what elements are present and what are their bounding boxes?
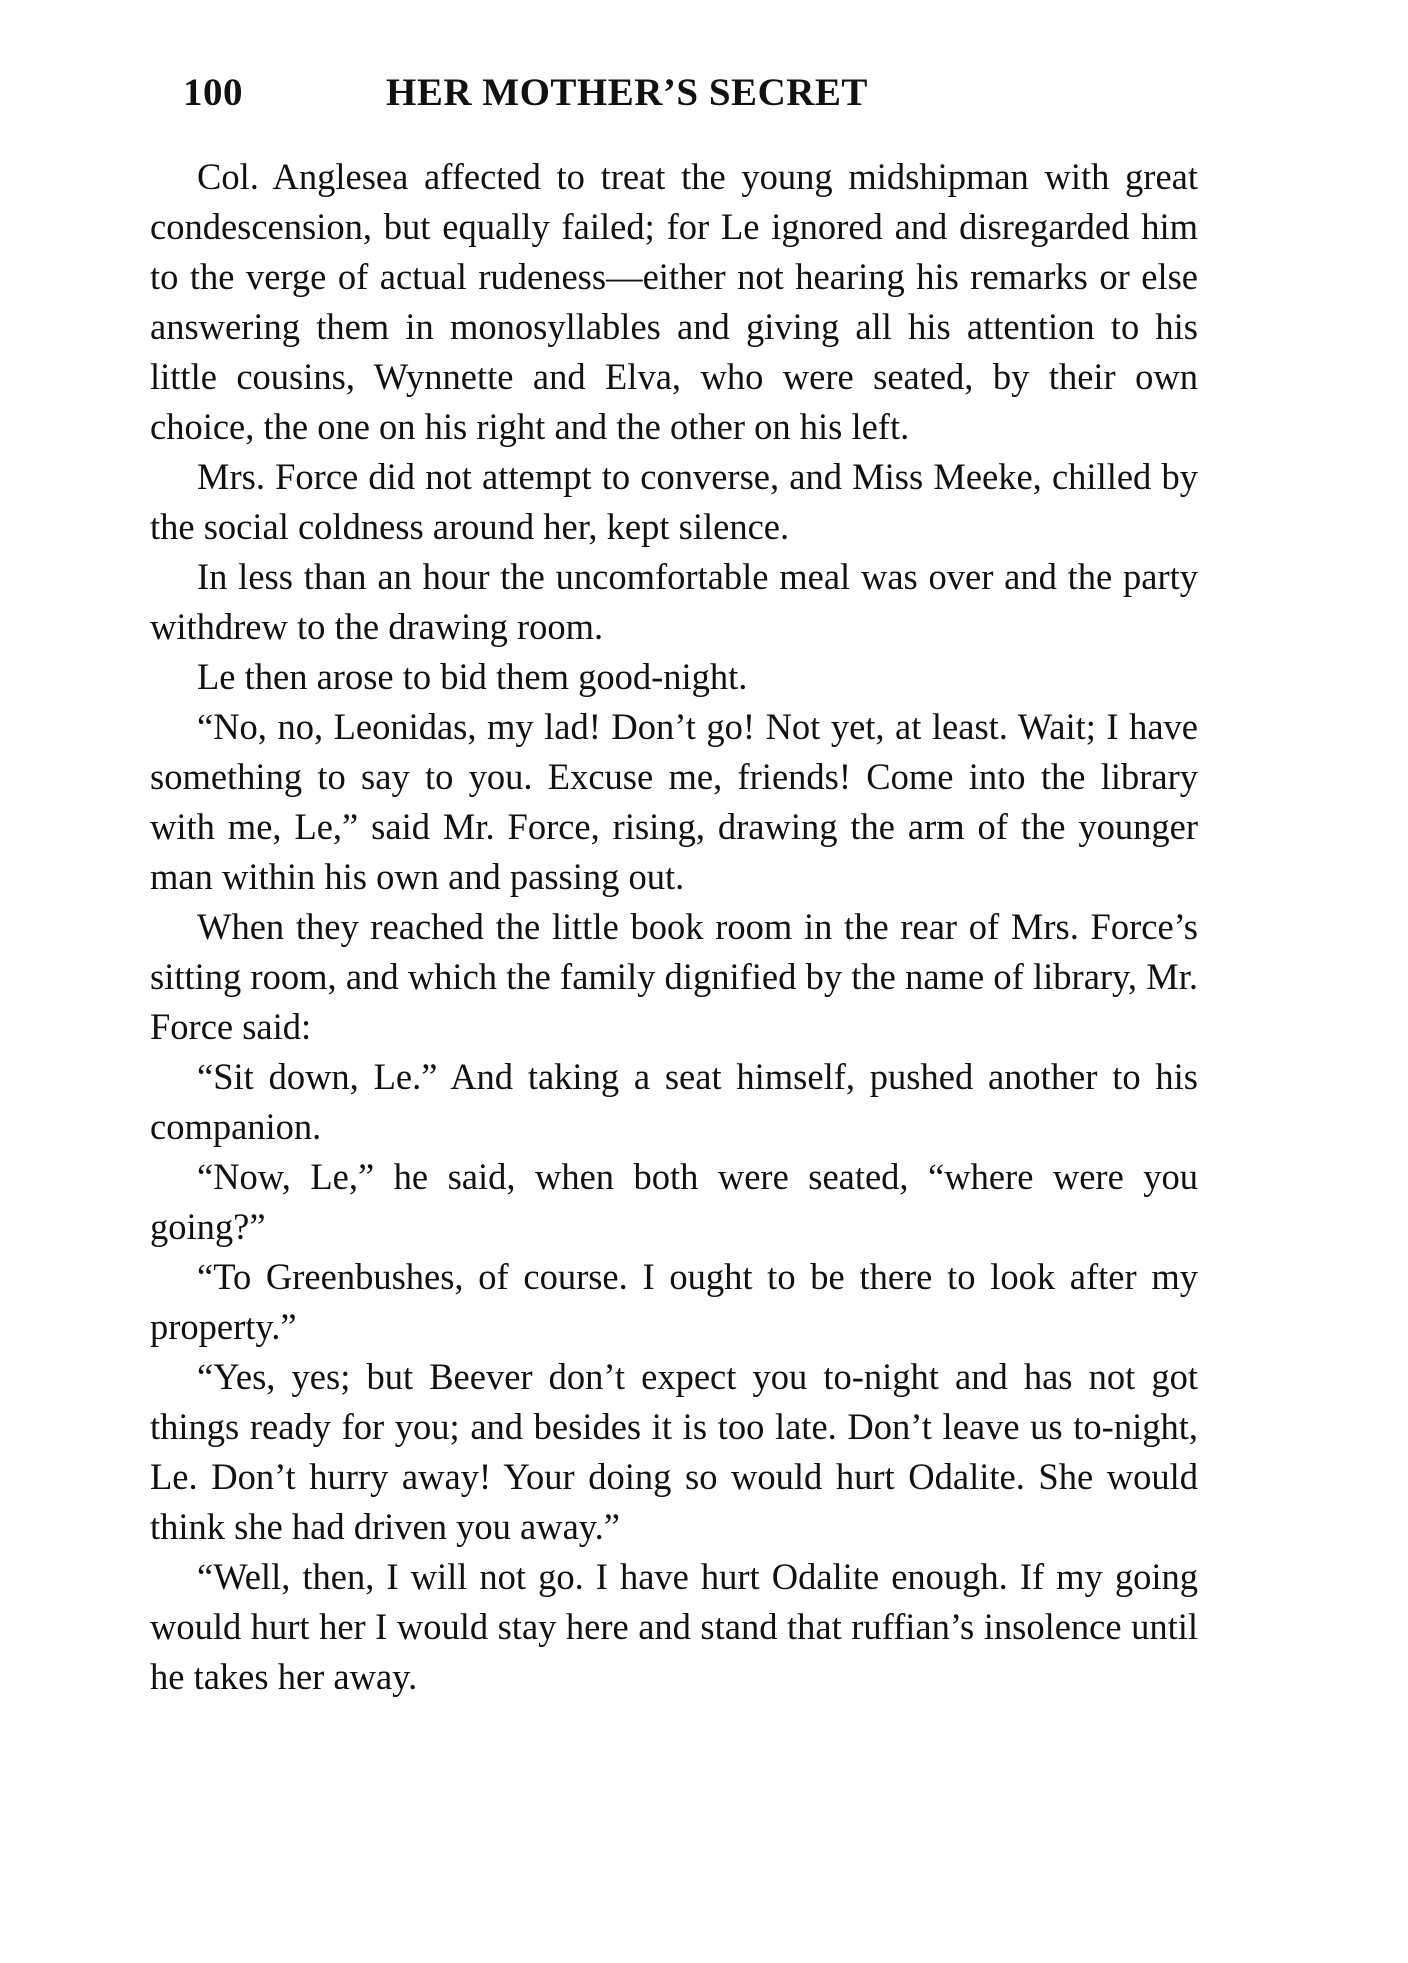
paragraph-2: Mrs. Force did not attempt to converse, and Miss Meeke, chilled by the social coldness around her, kept silence. bbox=[150, 456, 1198, 547]
paragraph-5: “No, no, Leonidas, my lad! Don’t go! Not yet, at least. Wait; I have something to say to you. Excuse me, friends! Come into the library with me, Le,” said Mr. Force, rising, drawing the arm of the younger man within his own and passing out. bbox=[150, 706, 1198, 897]
page-header bbox=[183, 70, 1083, 118]
paragraph-11: “Well, then, I will not go. I have hurt Odalite enough. If my going would hurt her I would stay here and stand that ruffian’s insolence until he takes her away. bbox=[150, 1556, 1198, 1697]
page-number: 100 bbox=[183, 71, 243, 114]
paragraph-7: “Sit down, Le.” And taking a seat himself, pushed another to his companion. bbox=[150, 1056, 1198, 1147]
running-title: HER MOTHER’S SECRET bbox=[386, 71, 868, 114]
paragraph-4: Le then arose to bid them good-night. bbox=[197, 656, 748, 697]
paragraph-8: “Now, Le,” he said, when both were seated, “where were you going?” bbox=[150, 1156, 1198, 1247]
paragraph-6: When they reached the little book room in the rear of Mrs. Force’s sitting room, and which the family dignified by the name of library, Mr. Force said: bbox=[150, 906, 1198, 1047]
paragraph-9: “To Greenbushes, of course. I ought to be there to look after my property.” bbox=[150, 1256, 1198, 1347]
paragraph-10: “Yes, yes; but Beever don’t expect you to-night and has not got things ready for you; and besides it is too late. Don’t leave us to-night, Le. Don’t hurry away! Your doing so would hurt Odalite. She would think she had driven you away.” bbox=[150, 1356, 1198, 1547]
paragraph-3: In less than an hour the uncomfortable meal was over and the party withdrew to the drawing room. bbox=[150, 556, 1198, 647]
body-text bbox=[150, 152, 1198, 1702]
paragraph-1: Col. Anglesea affected to treat the young midshipman with great condescension, but equally failed; for Le ignored and disregarded him to the verge of actual rudeness—either not hearing his remarks or else answering them in monosyllables and giving all his attention to his little cousins, Wynnette and Elva, who were seated, by their own choice, the one on his right and the other on his left. bbox=[150, 156, 1198, 447]
